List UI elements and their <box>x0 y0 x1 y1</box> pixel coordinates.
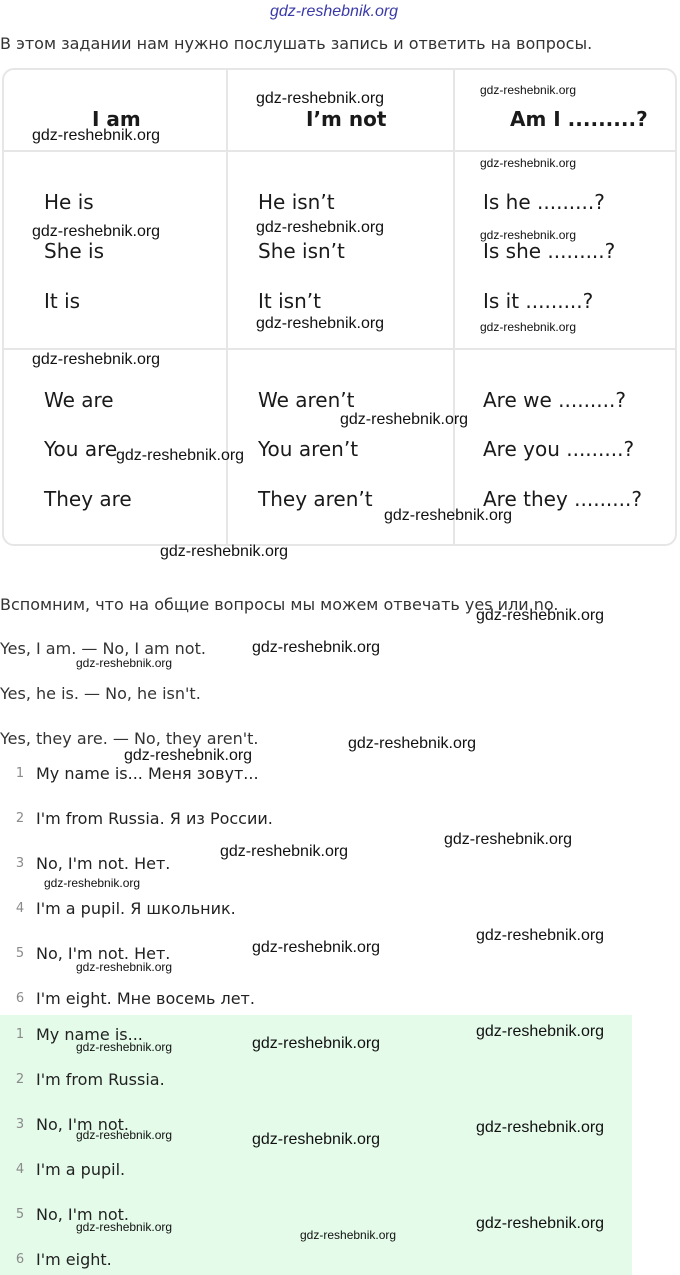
watermark: gdz-reshebnik.org <box>384 507 513 524</box>
list-number: 2 <box>15 811 25 826</box>
watermark: gdz-reshebnik.org <box>480 320 577 334</box>
watermark: gdz-reshebnik.org <box>340 411 469 428</box>
table-header-cell: I’m not <box>306 107 387 131</box>
watermark: gdz-reshebnik.org <box>76 960 173 974</box>
list-item: My name is... Меня зовут... <box>36 764 259 783</box>
table-cell: You are <box>44 437 118 461</box>
table-cell: He is <box>44 190 94 214</box>
table-cell: Is she .........? <box>483 239 616 263</box>
watermark: gdz-reshebnik.org <box>32 127 161 144</box>
watermark: gdz-reshebnik.org <box>480 156 577 170</box>
table-divider <box>226 68 228 546</box>
list-number: 5 <box>15 946 25 961</box>
list-number: 6 <box>15 1252 25 1267</box>
table-divider <box>2 348 677 350</box>
list-number: 1 <box>15 766 25 781</box>
watermark: gdz-reshebnik.org <box>116 447 245 464</box>
list-number: 2 <box>15 1072 25 1087</box>
list-item: No, I'm not. Нет. <box>36 854 171 873</box>
table-cell: She isn’t <box>258 239 345 263</box>
watermark: gdz-reshebnik.org <box>76 1128 173 1142</box>
short-answer: Yes, he is. — No, he isn't. <box>0 684 201 703</box>
watermark: gdz-reshebnik.org <box>300 1228 397 1242</box>
watermark: gdz-reshebnik.org <box>76 1040 173 1054</box>
watermark: gdz-reshebnik.org <box>252 639 381 656</box>
list-number: 6 <box>15 991 25 1006</box>
short-answer: Yes, I am. — No, I am not. <box>0 639 206 658</box>
watermark: gdz-reshebnik.org <box>480 83 577 97</box>
list-item: I'm from Russia. Я из России. <box>36 809 273 828</box>
watermark: gdz-reshebnik.org <box>32 223 161 240</box>
watermark: gdz-reshebnik.org <box>444 831 573 848</box>
watermark: gdz-reshebnik.org <box>76 1220 173 1234</box>
watermark: gdz-reshebnik.org <box>476 607 605 624</box>
remember-text: Вспомним, что на общие вопросы мы можем отвечать yes или no. <box>0 595 559 614</box>
watermark: gdz-reshebnik.org <box>252 1035 381 1052</box>
table-cell: They aren’t <box>258 487 373 511</box>
watermark: gdz-reshebnik.org <box>476 1215 605 1232</box>
table-cell: Are they .........? <box>483 487 642 511</box>
table-cell: Are we .........? <box>483 388 626 412</box>
list-item: I'm eight. <box>36 1250 112 1269</box>
watermark: gdz-reshebnik.org <box>476 927 605 944</box>
table-cell: We are <box>44 388 114 412</box>
list-item: I'm a pupil. Я школьник. <box>36 899 236 918</box>
list-item: No, I'm not. <box>36 1205 130 1224</box>
watermark: gdz-reshebnik.org <box>256 219 385 236</box>
list-number: 5 <box>15 1207 25 1222</box>
table-cell: Are you .........? <box>483 437 635 461</box>
watermark-top: gdz-reshebnik.org <box>270 3 399 20</box>
table-cell: Is it .........? <box>483 289 594 313</box>
watermark: gdz-reshebnik.org <box>44 876 141 890</box>
table-cell: We aren’t <box>258 388 355 412</box>
watermark: gdz-reshebnik.org <box>256 90 385 107</box>
watermark: gdz-reshebnik.org <box>252 1131 381 1148</box>
watermark: gdz-reshebnik.org <box>252 939 381 956</box>
list-number: 1 <box>15 1027 25 1042</box>
list-item: No, I'm not. Нет. <box>36 944 171 963</box>
list-number: 4 <box>15 901 25 916</box>
intro-text: В этом задании нам нужно послушать запись и ответить на вопросы. <box>0 34 593 53</box>
table-header-cell: I am <box>92 107 141 131</box>
short-answer: Yes, they are. — No, they aren't. <box>0 729 259 748</box>
table-cell: They are <box>44 487 132 511</box>
list-item: I'm a pupil. <box>36 1160 126 1179</box>
watermark: gdz-reshebnik.org <box>76 656 173 670</box>
watermark: gdz-reshebnik.org <box>476 1023 605 1040</box>
watermark: gdz-reshebnik.org <box>32 351 161 368</box>
watermark: gdz-reshebnik.org <box>124 747 253 764</box>
list-number: 4 <box>15 1162 25 1177</box>
watermark: gdz-reshebnik.org <box>348 735 477 752</box>
watermark: gdz-reshebnik.org <box>220 843 349 860</box>
watermark: gdz-reshebnik.org <box>480 228 577 242</box>
watermark: gdz-reshebnik.org <box>160 543 289 560</box>
list-number: 3 <box>15 1117 25 1132</box>
watermark: gdz-reshebnik.org <box>256 315 385 332</box>
list-item: My name is... <box>36 1025 143 1044</box>
table-divider <box>2 150 677 152</box>
table-cell: Is he .........? <box>483 190 605 214</box>
table-cell: You aren’t <box>258 437 359 461</box>
table-cell: It isn’t <box>258 289 321 313</box>
table-cell: It is <box>44 289 81 313</box>
watermark: gdz-reshebnik.org <box>476 1119 605 1136</box>
table-cell: He isn’t <box>258 190 335 214</box>
list-item: I'm eight. Мне восемь лет. <box>36 989 255 1008</box>
table-divider <box>453 68 455 546</box>
table-header-cell: Am I .........? <box>510 107 648 131</box>
list-item: I'm from Russia. <box>36 1070 165 1089</box>
table-cell: She is <box>44 239 105 263</box>
list-item: No, I'm not. <box>36 1115 130 1134</box>
list-number: 3 <box>15 856 25 871</box>
